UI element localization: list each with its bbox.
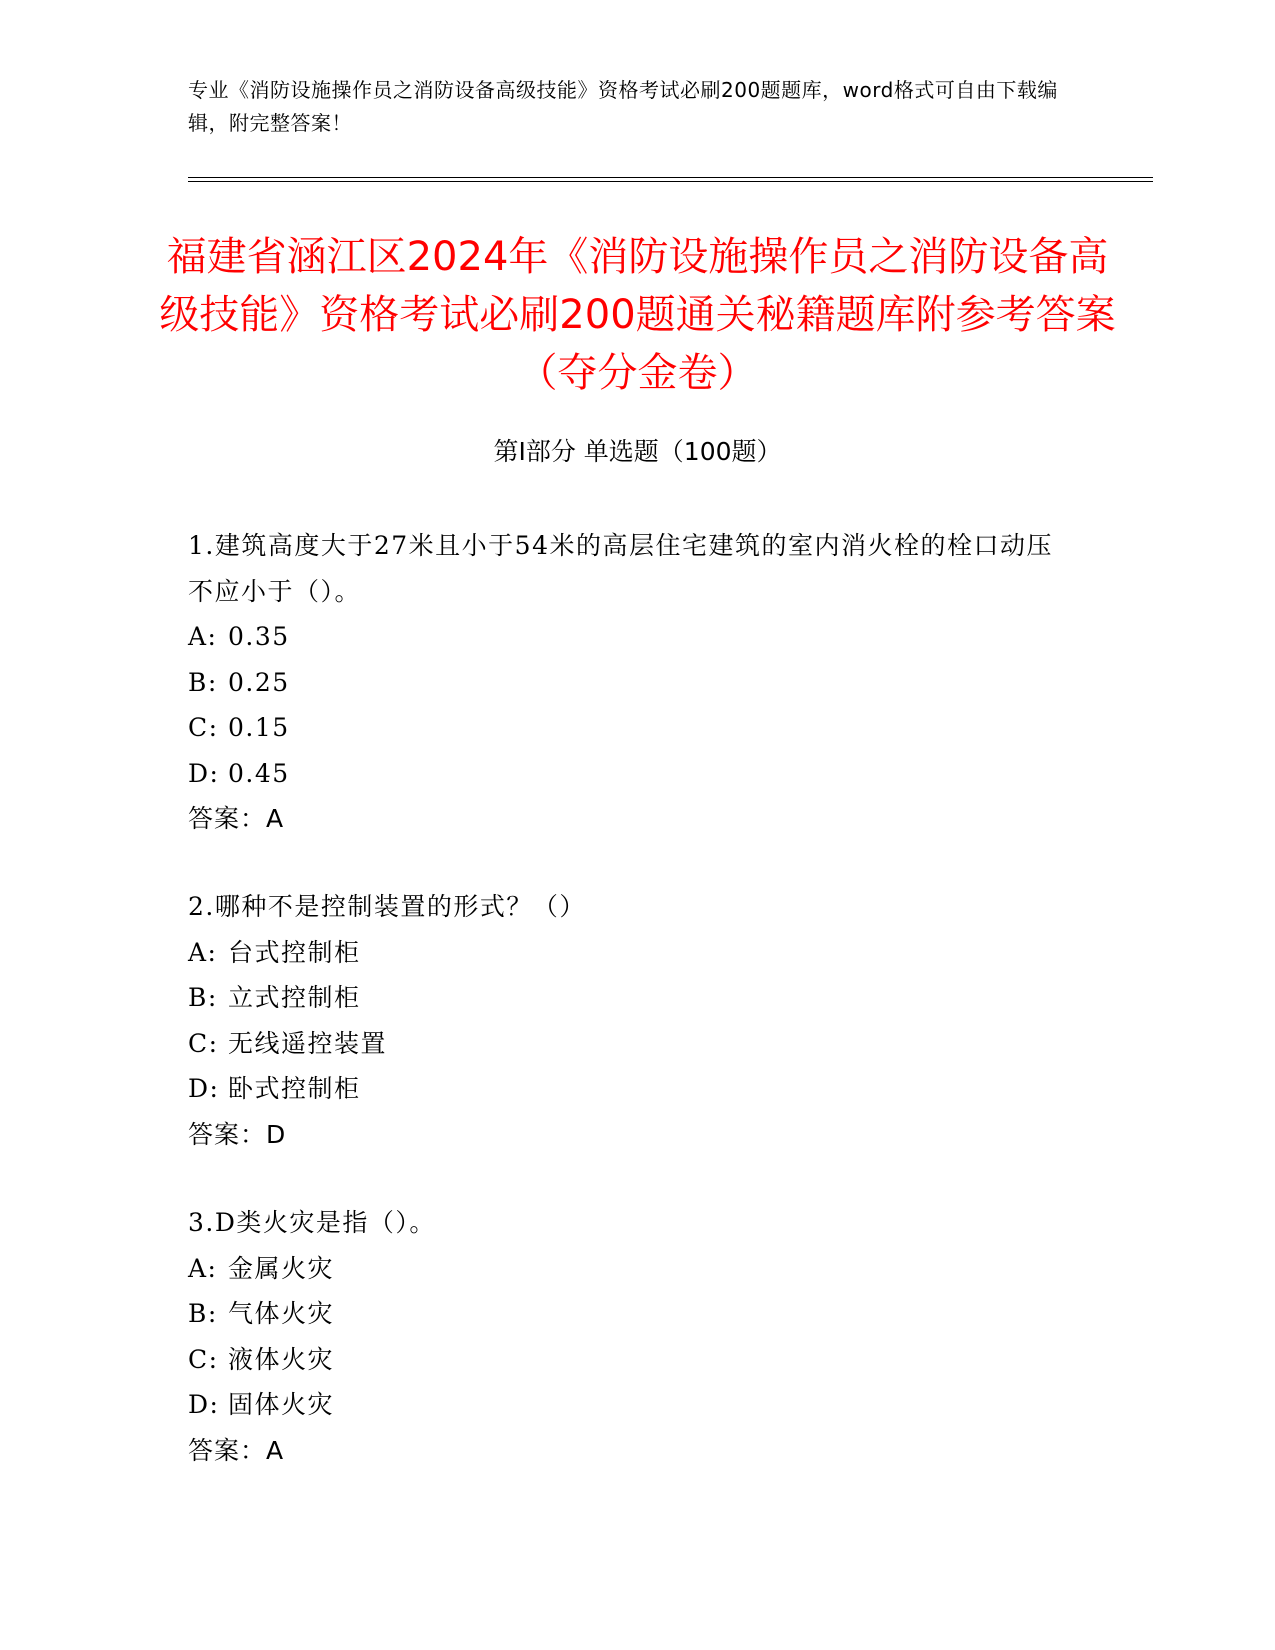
document-title: 福建省涵江区2024年《消防设施操作员之消防设备高级技能》资格考试必刷200题通关秘籍题库附参考答案（夺分金卷） bbox=[159, 234, 1116, 396]
header-divider-top bbox=[188, 177, 1153, 178]
option-letter: C: bbox=[188, 1028, 219, 1058]
option-text: 立式控制柜 bbox=[228, 983, 361, 1012]
option-b bbox=[188, 1291, 1068, 1337]
option-text: 气体火灾 bbox=[228, 1299, 335, 1328]
option-text: 固体火灾 bbox=[228, 1390, 335, 1419]
option-d bbox=[188, 1382, 1068, 1428]
option-letter: D: bbox=[188, 1074, 220, 1103]
option-letter: D: bbox=[188, 758, 220, 788]
option-letter: B: bbox=[188, 1299, 218, 1328]
option-a bbox=[188, 1246, 1068, 1292]
question-2 bbox=[188, 884, 1068, 1157]
option-c bbox=[188, 1337, 1068, 1383]
option-letter: A: bbox=[188, 622, 218, 651]
option-text: 卧式控制柜 bbox=[228, 1074, 361, 1103]
header-note: 专业《消防设施操作员之消防设备高级技能》资格考试必刷200题题库，word格式可自由下载编辑，附完整答案！ bbox=[188, 78, 1058, 135]
question-stem: 3.D类火灾是指（）。 bbox=[188, 1208, 436, 1237]
option-text: 台式控制柜 bbox=[228, 937, 361, 967]
option-text: 0.25 bbox=[228, 667, 290, 697]
question-stem: 2.哪种不是控制装置的形式？（） bbox=[188, 892, 586, 921]
option-b bbox=[188, 660, 1068, 706]
section-heading: 第I部分 单选题（100题） bbox=[493, 437, 782, 466]
question-stem: 1.建筑高度大于27米且小于54米的高层住宅建筑的室内消火栓的栓口动压不应小于（）。 bbox=[188, 531, 1053, 606]
option-letter: C: bbox=[188, 1344, 219, 1374]
option-d bbox=[188, 751, 1068, 797]
option-letter: A: bbox=[188, 937, 218, 967]
option-letter: B: bbox=[188, 983, 218, 1012]
option-b bbox=[188, 975, 1068, 1021]
option-c bbox=[188, 705, 1068, 751]
option-text: 液体火灾 bbox=[228, 1344, 335, 1374]
option-text: 无线遥控装置 bbox=[228, 1028, 388, 1058]
header-divider-bottom bbox=[188, 181, 1153, 182]
question-3 bbox=[188, 1200, 1068, 1473]
option-c bbox=[188, 1021, 1068, 1067]
option-text: 0.15 bbox=[228, 713, 290, 742]
option-text: 0.35 bbox=[228, 622, 290, 651]
option-letter: C: bbox=[188, 713, 219, 742]
option-text: 0.45 bbox=[228, 758, 290, 788]
option-d bbox=[188, 1066, 1068, 1112]
option-a bbox=[188, 614, 1068, 660]
question-1 bbox=[188, 523, 1068, 842]
answer-line: 答案：A bbox=[188, 804, 285, 833]
option-text: 金属火灾 bbox=[228, 1253, 335, 1283]
option-letter: B: bbox=[188, 667, 218, 697]
option-a bbox=[188, 930, 1068, 976]
answer-line: 答案：A bbox=[188, 1435, 285, 1465]
option-letter: A: bbox=[188, 1253, 218, 1283]
option-letter: D: bbox=[188, 1390, 220, 1419]
answer-line: 答案：D bbox=[188, 1119, 287, 1149]
